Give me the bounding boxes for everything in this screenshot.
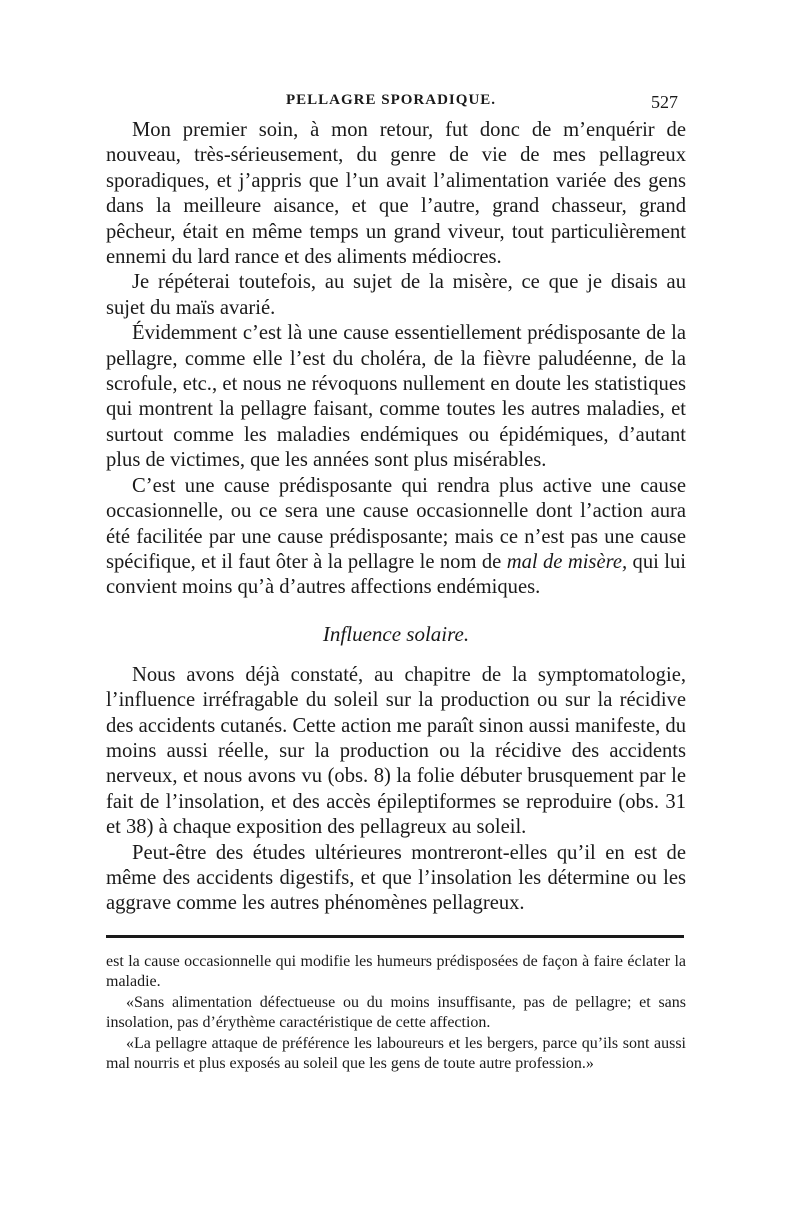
paragraph-6: Peut-être des études ultérieures montreront-elles qu’il en est de même des accidents digestifs, et que l’insolation les détermine ou les aggrave comme les autres phénomènes pellagreux. (106, 841, 686, 915)
paragraph-4-start: C’est une cause prédisposante qui rendra plus active une cause occasionnelle, ou ce sera une cause occasionnelle dont l’action aura été facilitée par une cause prédisposante; mais ce n’est pas une cause spécifique, et il faut ôter à la pellagre le nom de (106, 474, 686, 573)
section-heading: Influence solaire. (322, 621, 470, 646)
page-number: 527 (651, 92, 678, 112)
paragraph-3: Évidemment c’est là une cause essentiellement prédisposante de la pellagre, comme elle l’est du choléra, de la fièvre paludéenne, de la scrofule, etc., et nous ne révoquons nullement en doute les statistiques qui montrent la pellagre faisant, comme toutes les autres maladies, et surtout comme les maladies endémiques ou épidémiques, d’autant plus de victimes, que les années sont plus misérables. (106, 322, 686, 472)
running-head (106, 92, 686, 118)
footnote-divider (106, 935, 684, 938)
body-text (106, 118, 686, 917)
paragraph-2: Je répéterai toutefois, au sujet de la misère, ce que je disais au sujet du maïs avarié. (106, 271, 686, 319)
paragraph-5: Nous avons déjà constaté, au chapitre de la symptomatologie, l’influence irréfragable du soleil sur la production ou sur la récidive des accidents cutanés. Cette action me paraît sinon aussi manifeste, du moins aussi réelle, sur la production ou la récidive des accidents nerveux, et nous avons vu (obs. 8) la folie débuter brusquement par le fait de l’insolation, et des accès épileptiformes se reproduire (obs. 31 et 38) à chaque exposition des pellagreux au soleil. (106, 663, 686, 839)
running-title: PELLAGRE SPORADIQUE. (286, 92, 497, 108)
page (106, 92, 686, 1075)
footnote-continuation: est la cause occasionnelle qui modifie les humeurs prédisposées de façon à faire éclater la maladie. (106, 952, 686, 991)
footnote-quote-1: «Sans alimentation défectueuse ou du moins insuffisante, pas de pellagre; et sans insolation, pas d’érythème caractéristique de cette affection. (106, 993, 686, 1032)
italic-term: mal de misère, (506, 550, 628, 573)
paragraph-4 (106, 474, 686, 601)
paragraph-1: Mon premier soin, à mon retour, fut donc de m’enquérir de nouveau, très-sérieusement, du genre de vie de mes pellagreux sporadiques, et j’appris que l’un avait l’alimentation variée des gens dans la meilleure aisance, et que l’autre, grand chasseur, grand pêcheur, était en même temps un grand viveur, tout particulièrement ennemi du lard rance et des aliments médiocres. (106, 119, 686, 269)
footnote-quote-2: «La pellagre attaque de préférence les laboureurs et les bergers, parce qu’ils sont aussi mal nourris et plus exposés au soleil que les gens de toute autre profession.» (106, 1034, 686, 1073)
paragraph-4-end: qui lui convient moins qu’à d’autres affections endémiques. (106, 550, 686, 599)
footnotes (106, 952, 686, 1075)
